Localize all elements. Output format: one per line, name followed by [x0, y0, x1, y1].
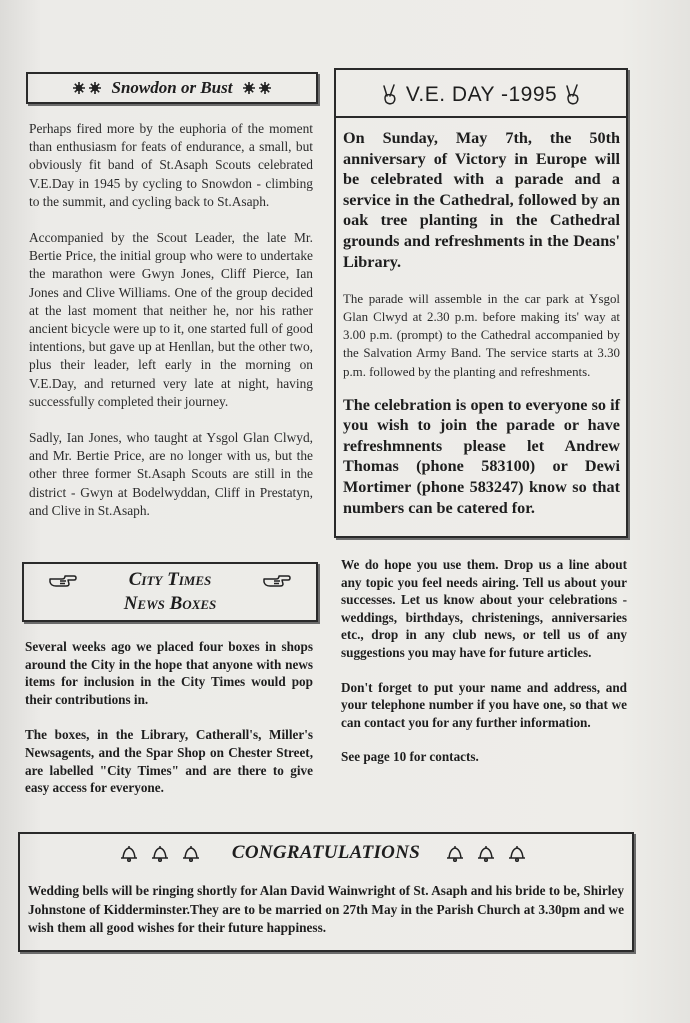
newsboxes-paragraph-1: Several weeks ago we placed four boxes in shops around the City in the hope that anyone with news items for inclusion in the City Times would pop their contributions in. [25, 639, 313, 707]
right-paragraph-2: Don't forget to put your name and address, and your telephone number if you have one, so that we can contact you for any further information. [341, 679, 627, 730]
snowflake-icon [72, 81, 102, 95]
bell-icon [446, 844, 532, 862]
pointing-hand-icon [48, 570, 78, 588]
newsboxes-title-line1: City Times [128, 569, 212, 590]
veday-title: V.E. DAY -1995 [405, 83, 558, 106]
congrats-box [18, 832, 634, 952]
right-paragraph-1: We do hope you use them. Drop us a line about any topic you feel needs airing. Tell us about your successes. Let us know about your celebrations - weddings, birthdays, christenings, anniversaries etc., drop in any club news, or tell us of any suggestions you may have for future articles. [341, 557, 627, 660]
newsboxes-title-line2: News Boxes [123, 593, 217, 614]
snowdon-paragraph-3: Sadly, Ian Jones, who taught at Ysgol Glan Clwyd, and Mr. Bertie Price, are no longer with us, but the other three former St.Asaph Scouts are still in the district - Gwyn at Bodelwyddan, Cliff in Prestatyn, and Clive in St.Asaph. [29, 430, 313, 518]
newsboxes-article [25, 638, 313, 797]
snowdon-paragraph-2: Accompanied by the Scout Leader, the late Mr. Bertie Price, the initial group who were to undertake the marathon were Gwyn Jones, Cliff Pierce, Ian Jones and Clive Williams. One of the group decided at the last moment that neither he, nor his rather ancient bicycle were up to it, one started full of good intentions, but gave up at Henllan, but the other two, plus their leader, left early in the morning on V.E.Day, and returned very late at night, having successfully completed their journey. [29, 230, 313, 409]
congrats-text: Wedding bells will be ringing shortly for Alan David Wainwright of St. Asaph and his bride to be, Shirley Johnstone of Kidderminster.They are to be married on 27th May in the Parish Church at 3.30pm and we wish them all good wishes for their future happiness. [28, 883, 624, 936]
pointing-hand-icon [262, 570, 292, 588]
right-paragraph-3: See page 10 for contacts. [341, 749, 479, 765]
snowdon-header-box [26, 72, 318, 104]
victory-hand-icon [565, 84, 581, 106]
veday-intro: On Sunday, May 7th, the 50th anniversary of Victory in Europe will be celebrated with a parade and a service in the Cathedral, followed by an oak tree planting in the Cathedral grounds and refreshments in the Deans' Library. [343, 129, 620, 271]
congrats-header [28, 836, 624, 870]
newsboxes-paragraph-2: The boxes, in the Library, Catherall's, Miller's Newsagents, and the Spar Shop on Chester Street, are labelled "City Times" and are there to give easy access for everyone. [25, 727, 313, 796]
right-column-article [341, 556, 627, 766]
newsboxes-header-box [22, 562, 318, 622]
bell-icon [120, 844, 206, 862]
veday-details: The parade will assemble in the car park at Ysgol Glan Clwyd at 2.30 p.m. before making its' way at 3.00 p.m. (prompt) to the Cathedral accompanied by the Salvation Army Band. The service starts at 3.30 p.m. followed by the planting and refreshments. [343, 292, 620, 379]
congrats-title: CONGRATULATIONS [231, 842, 421, 863]
veday-box [334, 68, 628, 538]
snowdon-article [29, 120, 313, 520]
veday-closing: The celebration is open to everyone so if you wish to join the parade or have refreshmnents please let Andrew Thomas (phone 583100) or Dewi Mortimer (phone 583247) know so that numbers can be catered for. [343, 395, 620, 517]
snowflake-icon [242, 81, 272, 95]
snowdon-paragraph-1: Perhaps fired more by the euphoria of the moment than enthusiasm for feats of endurance, a small, but obviously fit band of St.Asaph Scouts celebrated V.E.Day in 1945 by cycling to Snowdon - climbing to the summit, and cycling back to St.Asaph. [29, 121, 313, 209]
veday-header [343, 76, 620, 114]
snowdon-title: Snowdon or Bust [111, 78, 233, 97]
victory-hand-icon [382, 84, 398, 106]
